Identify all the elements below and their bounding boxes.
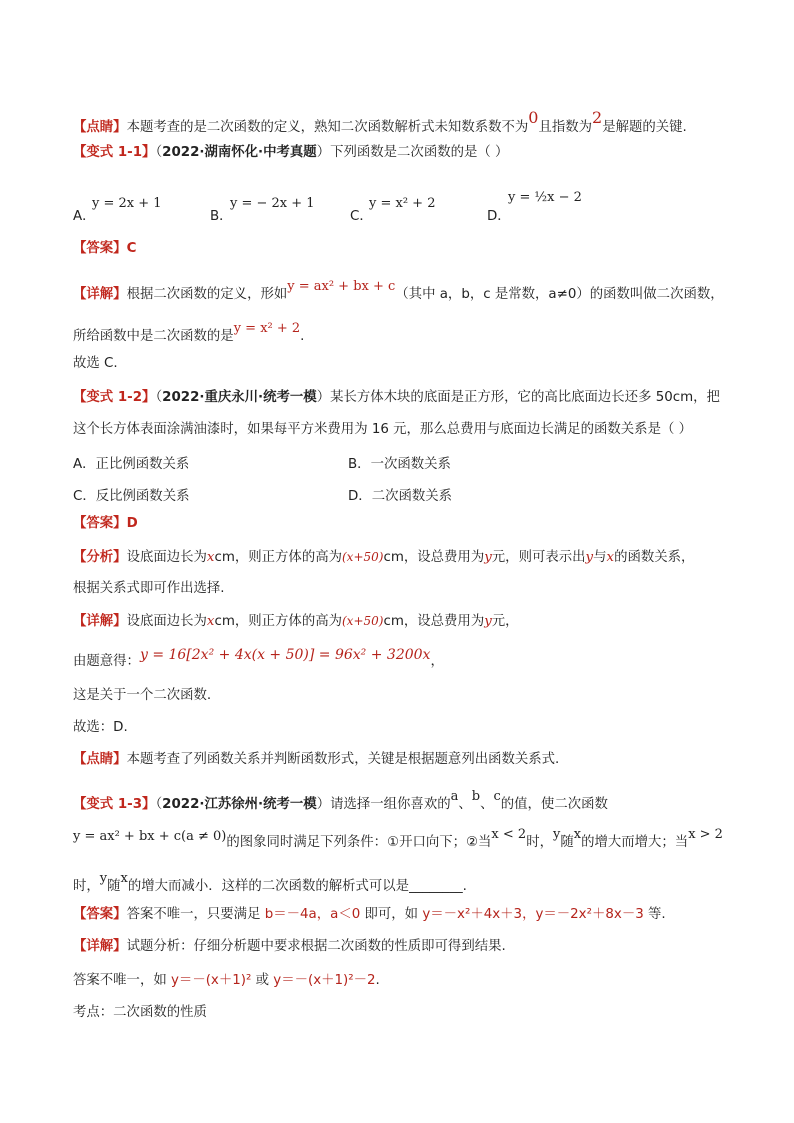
example-2: y＝－(x＋1)²－2 (273, 973, 376, 988)
height-expr: (x+50) (342, 614, 384, 628)
text: ）请选择一组你喜欢的 (316, 797, 451, 812)
variant-1-2-point (73, 751, 559, 769)
option-c-expr: y = x² + 2 (369, 196, 436, 211)
text: 由题意得： (73, 654, 140, 669)
point-text-2: 且指数为 (538, 120, 593, 135)
option-a: A．正比例函数关系 (73, 457, 190, 472)
detail-text-3: 所给函数中是二次函数的是 (73, 329, 234, 344)
detail-text-2: （其中 a，b，c 是常数，a≠0）的函数叫做二次函数， (395, 287, 724, 302)
detail-text: 根据二次函数的定义，形如 (126, 287, 288, 302)
variant-1-2-analysis-2: 根据关系式即可作出选择. (73, 581, 225, 596)
answer-value: C (126, 241, 137, 256)
answer-examples: y＝－x²＋4x＋3，y＝－2x²＋8x－3 (422, 907, 644, 922)
text: 即可，如 (360, 907, 423, 922)
general-form-expr: y = ax² + bx + c (287, 279, 396, 294)
var-c: c (493, 789, 501, 804)
detail-tag: 【详解】 (73, 614, 127, 629)
text: 的值，使二次函数 (500, 797, 608, 812)
period: . (462, 879, 467, 894)
variant-1-2-source: 2022·重庆永川·统考一模 (162, 390, 317, 405)
answer-condition: b＝－4a，a＜0 (264, 907, 361, 922)
answer-tag: 【答案】 (73, 241, 127, 256)
paren-open: （ (155, 145, 163, 160)
point-tag: 【点睛】 (73, 120, 127, 135)
text: 答案不唯一，只要满足 (126, 907, 265, 922)
text: 的增大而增大；当 (581, 835, 689, 850)
var-x: x (606, 550, 615, 565)
point-text-1: 本题考查的是二次函数的定义，熟知二次函数解析式未知数系数不为 (126, 120, 529, 135)
variant-1-2-analysis-1 (73, 548, 694, 567)
variant-1-2-conclusion: 这是关于一个二次函数. (73, 688, 212, 703)
condition-x-lt-2: x < 2 (491, 827, 527, 842)
variant-1-1-source: 2022·湖南怀化·中考真题 (162, 145, 317, 160)
variant-1-2-detail-1 (73, 612, 519, 631)
comma: ， (430, 654, 444, 669)
variant-1-3-answer (73, 906, 666, 924)
variant-1-3-stem-2 (73, 827, 723, 852)
text: 随 (107, 879, 121, 894)
point-tag: 【点睛】 (73, 752, 127, 767)
detail-tag: 【详解】 (73, 287, 127, 302)
variant-1-1-question: ）下列函数是二次函数的是（ ） (316, 145, 509, 160)
text: 或 (251, 973, 274, 988)
variant-1-3-tag: 【变式 1-3】 (73, 797, 156, 812)
var-a: a (450, 789, 459, 804)
variant-1-1-stem (73, 144, 508, 162)
variant-1-2-tag: 【变式 1-2】 (73, 390, 156, 405)
sep: 、 (480, 797, 494, 812)
variant-1-3-stem-1 (73, 789, 608, 814)
variant-1-3-detail (73, 938, 506, 956)
option-d-expr: y = ½x − 2 (508, 190, 582, 205)
var-x: x (120, 871, 128, 886)
text: 答案不唯一，如 (73, 973, 171, 988)
height-expr: (x+50) (342, 550, 384, 564)
detail-tag: 【详解】 (73, 939, 127, 954)
text: cm，设总费用为 (383, 614, 485, 629)
text: 随 (560, 835, 574, 850)
var-y: y (552, 827, 561, 842)
option-b-letter: B． (210, 209, 233, 224)
paren-open: （ (155, 797, 163, 812)
variant-1-2-stem-2: 这个长方体表面涂满油漆时，如果每平方米费用为 16 元，那么总费用与底面边长满足的函数关系是（ ） (73, 422, 692, 437)
var-x: x (206, 614, 215, 629)
text: 元，则可表示出 (491, 550, 586, 565)
point-paragraph (73, 108, 687, 137)
period: . (375, 973, 380, 988)
var-y: y (99, 871, 108, 886)
variant-1-2-stem-1 (73, 389, 720, 407)
var-x: x (573, 827, 582, 842)
text: cm，设总费用为 (383, 550, 485, 565)
variant-1-3-knowledge-point: 考点：二次函数的性质 (73, 1005, 207, 1020)
text: 与 (593, 550, 607, 565)
variant-1-2-equation-line (73, 647, 444, 671)
example-1: y＝－(x＋1)² (171, 973, 252, 988)
variant-1-2-answer (73, 515, 138, 533)
period: . (300, 329, 305, 344)
text: cm，则正方体的高为 (214, 550, 342, 565)
answer-blank: ________ (409, 879, 463, 894)
text: 的增大而减小．这样的二次函数的解析式可以是 (127, 879, 410, 894)
answer-tag: 【答案】 (73, 907, 127, 922)
point-text-3: 是解题的关键. (602, 120, 687, 135)
variant-1-1-answer (73, 240, 136, 258)
variant-1-3-source: 2022·江苏徐州·统考一模 (162, 797, 317, 812)
detail-text: 试题分析：仔细分析题中要求根据二次函数的性质即可得到结果. (126, 939, 506, 954)
text: 设底面边长为 (126, 614, 207, 629)
text: cm，则正方体的高为 (214, 614, 342, 629)
var-y: y (585, 550, 594, 565)
option-c: C．反比例函数关系 (73, 489, 190, 504)
variant-1-1-choose: 故选 C. (73, 356, 118, 371)
option-b-expr: y = − 2x + 1 (230, 196, 315, 211)
variant-1-1-detail-1 (73, 279, 724, 304)
variant-1-3-stem-3 (73, 871, 467, 896)
analysis-tag: 【分析】 (73, 550, 127, 565)
point-zero: 0 (528, 108, 539, 127)
variant-1-2-stem-text-1: ）某长方体木块的底面是正方形，它的高比底面边长还多 50cm，把 (316, 390, 720, 405)
option-c-letter: C． (350, 209, 373, 224)
var-y: y (484, 550, 492, 565)
point-text: 本题考查了列函数关系并判断函数形式，关键是根据题意列出函数关系式. (126, 752, 560, 767)
paren-open: （ (155, 390, 163, 405)
answer-tag: 【答案】 (73, 516, 127, 531)
text: 元， (491, 614, 519, 629)
chosen-expr: y = x² + 2 (233, 321, 301, 336)
option-d: D．二次函数关系 (348, 489, 453, 504)
var-y: y (484, 614, 492, 629)
variant-1-3-detail-2 (73, 972, 380, 990)
text: 时， (526, 835, 553, 850)
variant-1-2-choose: 故选：D. (73, 720, 128, 735)
option-d-letter: D． (487, 209, 511, 224)
text: 设底面边长为 (126, 550, 207, 565)
text: 等. (643, 907, 666, 922)
variant-1-1-tag: 【变式 1-1】 (73, 145, 156, 160)
sep: 、 (458, 797, 472, 812)
condition-x-gt-2: x > 2 (688, 827, 723, 842)
text: 的函数关系， (614, 550, 695, 565)
answer-value: D (126, 516, 138, 531)
option-b: B．一次函数关系 (348, 457, 451, 472)
text: 时， (73, 879, 100, 894)
point-two: 2 (592, 108, 603, 127)
option-a-letter: A． (73, 209, 96, 224)
var-x: x (206, 550, 215, 565)
var-b: b (471, 789, 481, 804)
option-a-expr: y = 2x + 1 (92, 196, 162, 211)
quadratic-function-expr: y = ax² + bx + c(a ≠ 0) (73, 829, 227, 844)
variant-1-1-detail-2 (73, 321, 305, 346)
cost-equation: y = 16[2x² + 4x(x + 50)] = 96x² + 3200x (139, 647, 431, 663)
text: 的图象同时满足下列条件：①开口向下；②当 (226, 835, 492, 850)
